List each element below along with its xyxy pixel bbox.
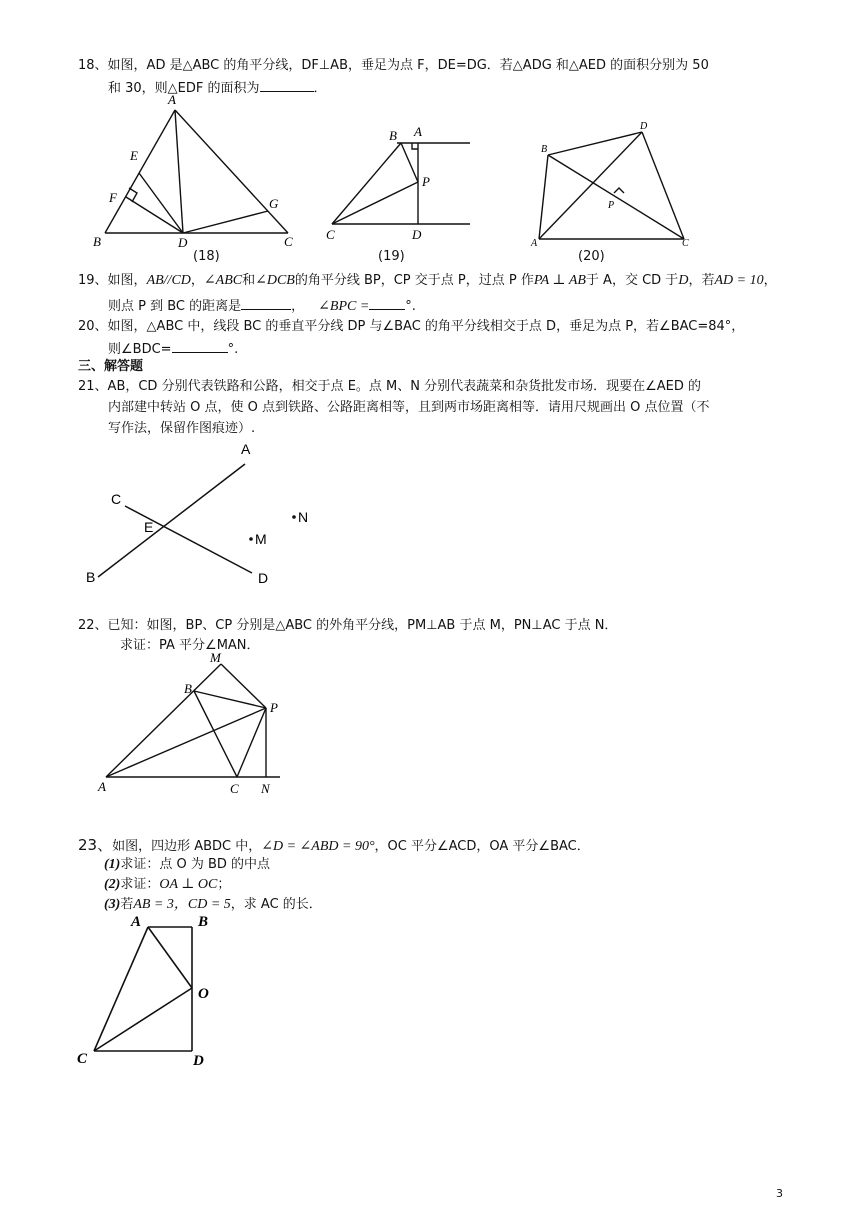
q18-text-3: ．: [313, 81, 327, 96]
q19-text-3: 和: [242, 273, 256, 288]
fig19-label-B: B: [389, 128, 397, 143]
q18-line1: [78, 57, 709, 75]
fig18-label-G: G: [269, 196, 279, 211]
fig19-label-D: D: [412, 227, 422, 242]
q20-text-2: 则∠BDC=: [108, 342, 172, 357]
q19-text-9: ，: [291, 299, 305, 314]
q21-line2: 内部建中转站 O 点，使 O 点到铁路、公路距离相等，且到两市场距离相等．请用尺规画出 O 点位置（不: [108, 400, 710, 415]
fig22-label-B: B: [184, 681, 192, 696]
fig21-label-C: C: [111, 491, 122, 507]
fig21-label-D: D: [258, 570, 269, 586]
q19-line2: [108, 296, 416, 316]
fig20-label-B: B: [541, 144, 548, 155]
q22-number: 22、: [78, 618, 108, 633]
q20-line2: [108, 339, 238, 359]
q23-sub1: [104, 856, 270, 874]
q20-number: 20、: [78, 319, 108, 334]
q23-sub2-text-1: 求证：: [120, 877, 160, 892]
q18-text-1: 如图，AD 是△ABC 的角平分线，DF⊥AB，垂足为点 F，DE=DG．若△ADG 和△AED 的面积分别为 50: [107, 58, 709, 73]
figure-19: [322, 122, 477, 247]
q20-line1: [78, 318, 744, 336]
fig21-point-M: [249, 537, 253, 541]
q19-text-7: ，: [763, 273, 777, 288]
fig23-label-B: B: [198, 914, 209, 930]
fig19-label-P: P: [422, 174, 430, 189]
figure-20: [527, 118, 702, 248]
q18-text-2: 和 30，则△EDF 的面积为: [108, 81, 260, 96]
q19-math-7: ∠BPC =: [318, 299, 370, 314]
fig20-label-C: C: [682, 238, 689, 249]
page-number: 3: [776, 1187, 783, 1200]
q23-math-1: ∠D = ∠ABD = 90°: [261, 839, 375, 854]
q21-line1: [78, 378, 701, 396]
q23-sub3-text-2: ，求 AC 的长．: [230, 897, 322, 912]
q20-answer-blank[interactable]: [172, 339, 228, 353]
fig22-label-N: N: [261, 781, 270, 796]
q23-sub1-text: 求证：点 O 为 BD 的中点: [120, 857, 271, 872]
fig22-label-M: M: [210, 650, 221, 665]
q23-line1: [78, 836, 590, 856]
figure-19-caption: (19): [378, 249, 405, 264]
q20-text-3: °.: [227, 342, 239, 357]
q19-text-5: 于 A，交 CD 于: [585, 273, 679, 288]
q18-number: 18、: [78, 58, 108, 73]
q19-text-1: 如图，: [107, 273, 147, 288]
fig22-label-P: P: [270, 700, 278, 715]
q19-answer-blank-1[interactable]: [241, 296, 291, 310]
fig20-label-P: P: [608, 200, 615, 211]
fig19-label-C: C: [326, 227, 335, 242]
q23-sub1-number: (1): [104, 857, 121, 872]
fig18-label-A: A: [168, 92, 176, 107]
fig18-label-C: C: [284, 234, 293, 249]
q22-line2: 求证：PA 平分∠MAN．: [120, 638, 260, 653]
fig20-label-A: A: [531, 238, 538, 249]
fig21-label-N: N: [298, 509, 309, 525]
fig18-label-B: B: [93, 234, 101, 249]
figure-21: [80, 440, 320, 590]
fig19-label-A: A: [414, 124, 422, 139]
q21-number: 21、: [78, 379, 108, 394]
q19-text-8: 则点 P 到 BC 的距离是: [108, 299, 242, 314]
q19-math-3: ∠DCB: [255, 273, 295, 288]
q20-text-1: 如图，△ABC 中，线段 BC 的垂直平分线 DP 与∠BAC 的角平分线相交于点 D，垂足为点 P，若∠BAC=84°，: [107, 319, 745, 334]
q19-math-1: AB//CD: [146, 273, 191, 288]
figure-18-caption: (18): [193, 249, 220, 264]
section-3-heading: 三、解答题: [78, 359, 144, 374]
q21-line3: 写作法，保留作图痕迹）.: [108, 421, 256, 436]
fig22-label-C: C: [230, 781, 239, 796]
fig22-label-A: A: [98, 779, 106, 794]
q23-sub2: [104, 876, 230, 894]
fig18-label-D: D: [178, 235, 188, 250]
fig21-point-N: [292, 515, 296, 519]
fig23-label-O: O: [198, 986, 209, 1002]
q22-line1: [78, 617, 617, 635]
q19-text-4: 的角平分线 BP，CP 交于点 P，过点 P 作: [294, 273, 534, 288]
fig18-label-E: E: [130, 148, 138, 163]
q23-sub3-math: AB = 3，CD = 5: [133, 897, 231, 912]
figure-23: [72, 910, 222, 1075]
q19-math-5: D: [678, 273, 689, 288]
q19-number: 19、: [78, 273, 108, 288]
fig21-label-M: M: [255, 531, 267, 547]
q23-text-2: ，OC 平分∠ACD，OA 平分∠BAC．: [374, 839, 590, 854]
q22-text-1: 已知：如图，BP、CP 分别是△ABC 的外角平分线，PM⊥AB 于点 M，PN⊥AC 于点 N．: [107, 618, 618, 633]
fig23-label-C: C: [77, 1051, 88, 1067]
q19-text-10: °.: [405, 299, 416, 314]
q19-math-2: ∠ABC: [203, 273, 243, 288]
figure-22: [95, 650, 295, 800]
q23-sub2-text-2: ；: [217, 877, 231, 892]
fig21-label-E: E: [144, 519, 154, 535]
q19-text-2: ，: [190, 273, 204, 288]
figure-20-caption: (20): [578, 249, 605, 264]
q19-line1: [78, 272, 777, 290]
q23-text-1: 如图，四边形 ABDC 中，: [112, 839, 262, 854]
q19-math-6: AD = 10: [714, 273, 764, 288]
q19-answer-blank-2[interactable]: [369, 296, 405, 310]
q19-text-6: ，若: [688, 273, 715, 288]
fig21-label-A: A: [241, 441, 251, 457]
fig18-label-F: F: [109, 190, 117, 205]
fig23-label-D: D: [193, 1053, 204, 1069]
q23-number: 23、: [78, 836, 113, 854]
q23-sub2-number: (2): [104, 877, 121, 892]
q21-text-1: AB，CD 分别代表铁路和公路，相交于点 E。点 M、N 分别代表蔬菜和杂货批发市场．现要在∠AED 的: [107, 379, 702, 394]
q23-sub3-number: (3): [104, 897, 121, 912]
q23-sub3-text-1: 若: [120, 897, 134, 912]
fig23-label-A: A: [131, 914, 142, 930]
q23-sub2-math: OA ⊥ OC: [159, 877, 218, 892]
fig20-label-D: D: [640, 121, 648, 132]
q19-math-4: PA ⊥ AB: [533, 273, 586, 288]
fig21-label-B: B: [86, 569, 96, 585]
figure-18: [85, 90, 300, 250]
